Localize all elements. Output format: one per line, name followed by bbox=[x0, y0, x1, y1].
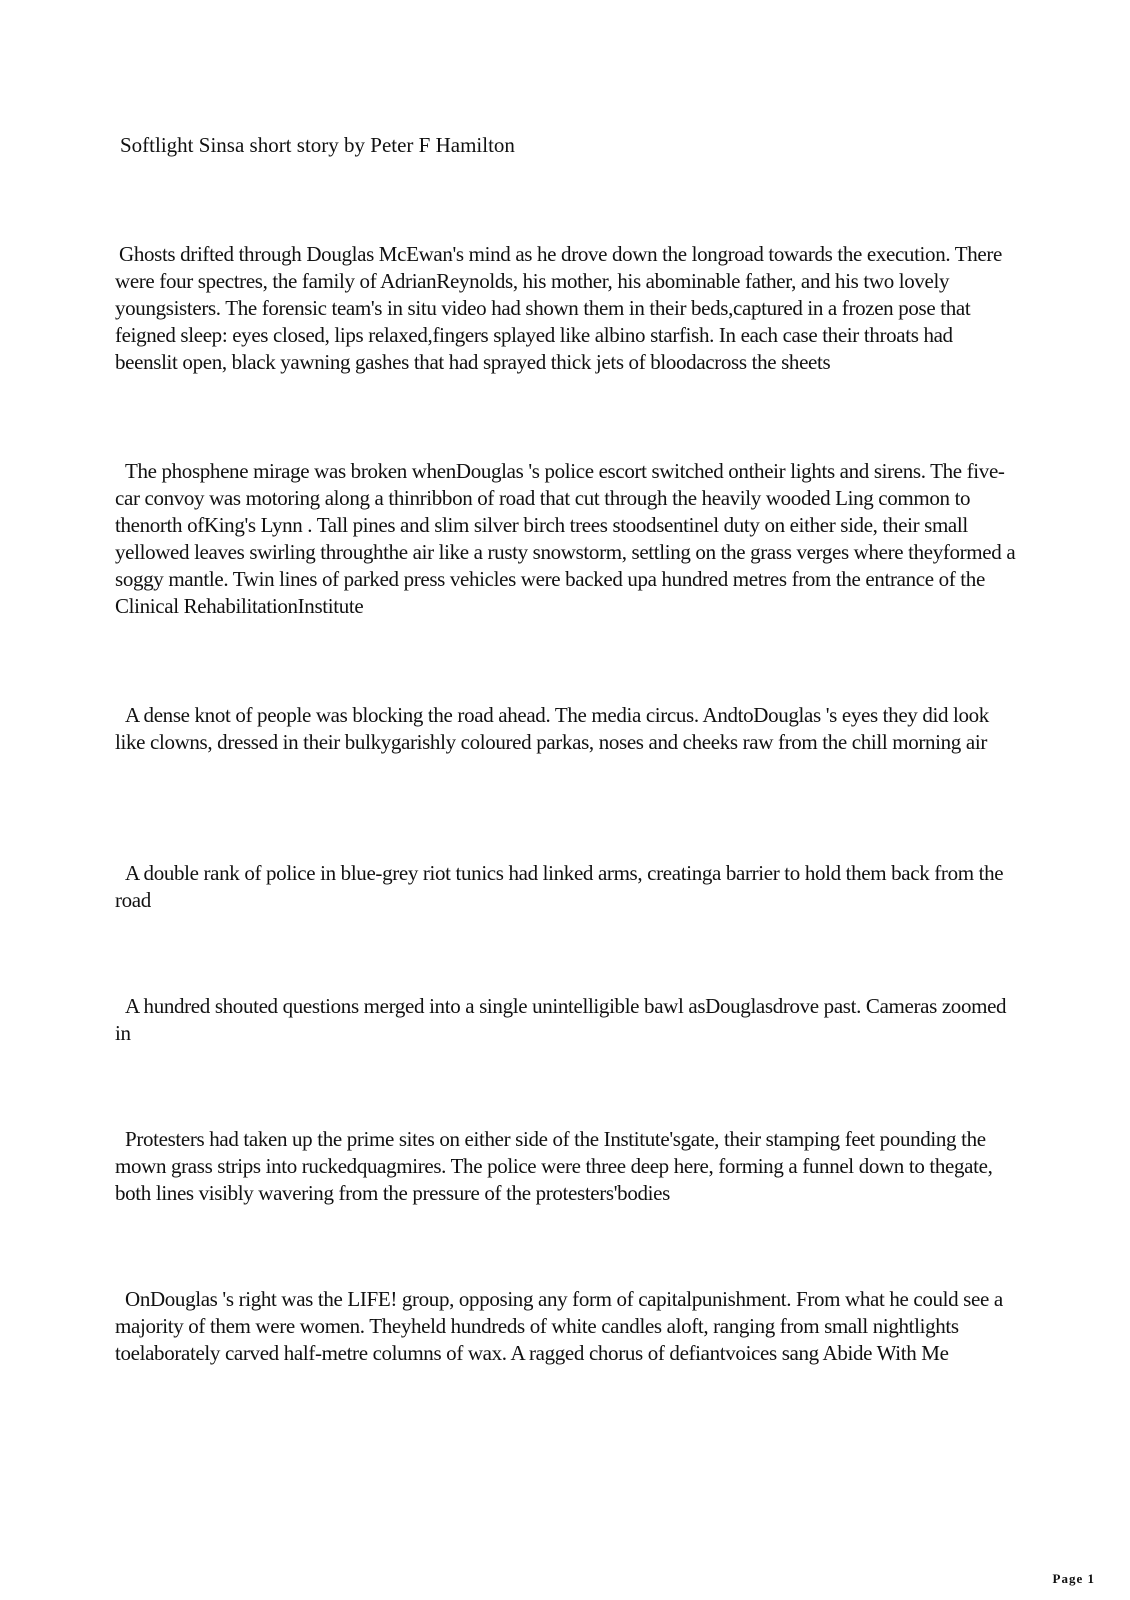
paragraph-4: A double rank of police in blue-grey riot tunics had linked arms, creatinga barrier to hold them back from the road bbox=[115, 861, 1004, 912]
paragraph-1: Ghosts drifted through Douglas McEwan's mind as he drove down the longroad towards the execution. There were four spectres, the family of AdrianReynolds, his mother, his abominable father, and his two lovely youngsisters. The forensic team's in situ video had shown them in their beds,captured in a frozen pose that feigned sleep: eyes closed, lips relaxed,fingers splayed like albino starfish. In each case their throats had beenslit open, black yawning gashes that had sprayed thick jets of bloodacross the sheets bbox=[115, 242, 1002, 374]
paragraph-2: The phosphene mirage was broken whenDouglas 's police escort switched ontheir lights and sirens. The five-car convoy was motoring along a thinribbon of road that cut through the heavily wooded Ling common to thenorth ofKing's Lynn . Tall pines and slim silver birch trees stoodsentinel duty on either side, their small yellowed leaves swirling throughthe air like a rusty snowstorm, settling on the grass verges where theyformed a soggy mantle. Twin lines of parked press vehicles were backed upa hundred metres from the entrance of the Clinical RehabilitationInstitute bbox=[115, 459, 1016, 618]
paragraph-7: OnDouglas 's right was the LIFE! group, opposing any form of capitalpunishment. From what he could see a majority of them were women. Theyheld hundreds of white candles aloft, ranging from small nightlights toelaborately carved half-metre columns of wax. A ragged chorus of defiantvoices sang Abide With Me bbox=[115, 1287, 1003, 1365]
paragraph-5: A hundred shouted questions merged into a single unintelligible bawl asDouglasdrove past. Cameras zoomed in bbox=[115, 994, 1007, 1045]
story-title: Softlight Sinsa short story by Peter F Hamilton bbox=[120, 133, 515, 157]
page-number: Page 1 bbox=[1052, 1571, 1095, 1586]
paragraph-6: Protesters had taken up the prime sites on either side of the Institute'sgate, their stamping feet pounding the mown grass strips into ruckedquagmires. The police were three deep here, forming a funnel down to thegate, both lines visibly wavering from the pressure of the protesters'bodies bbox=[115, 1127, 993, 1205]
paragraph-3: A dense knot of people was blocking the road ahead. The media circus. AndtoDouglas 's eyes they did look like clowns, dressed in their bulkygarishly coloured parkas, noses and cheeks raw from the chill morning air bbox=[115, 703, 989, 754]
